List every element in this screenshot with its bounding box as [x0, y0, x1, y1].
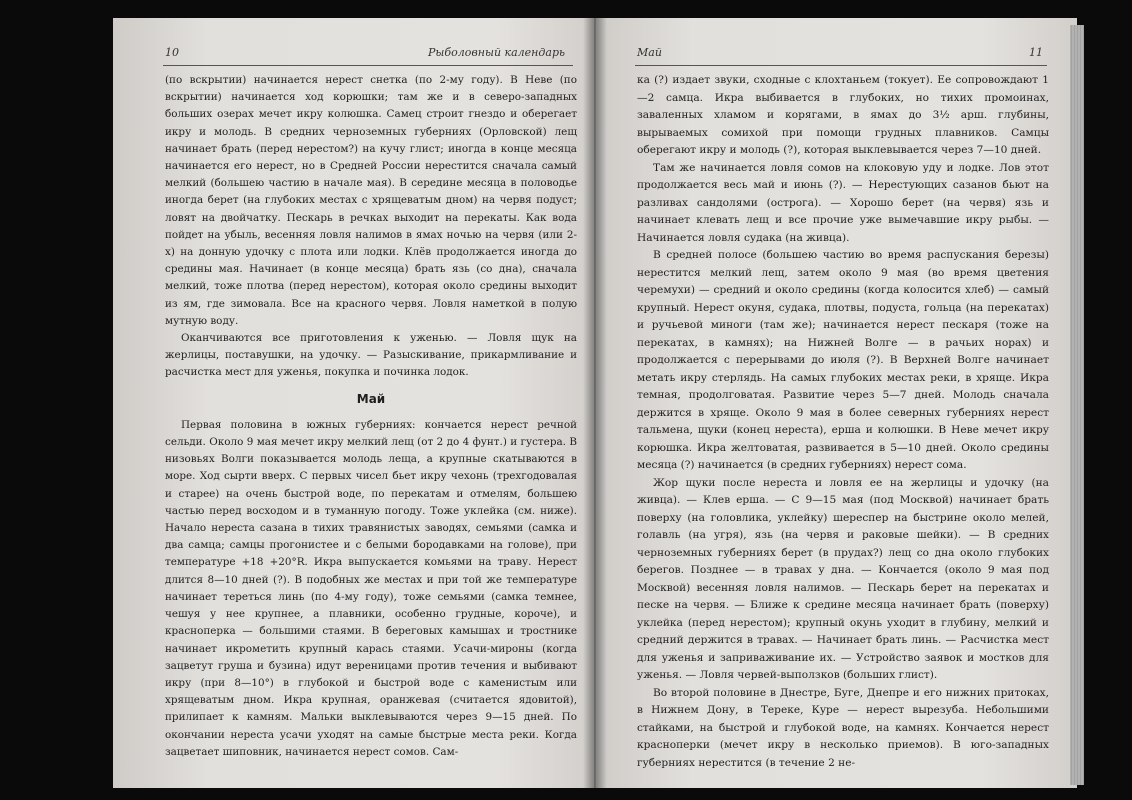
left-paragraph-1: (по вскрытии) начинается нерест снетка (по 2-му году). В Неве (по вскрытии) начинается ход корюшки; там же и в северо-западных больших озерах мечет икру колюшка. Самец строит гнездо и оберегает икру и молодь. В средних черноземных губерниях (Орловской) лещ начинает брать (перед нерестом?) на кучу глист; иногда в конце месяца начинается его нерест, но в Средней России нерестится сначала самый мелкий (большею частию в начале мая). В середине месяца в половодье иногда берет (на глубоких местах с хрящеватым дном) на червя подуст; ловят на двойчатку. Пескарь в речках выходит на перекаты. Как вода пойдет на убыль, весенняя ловля налимов в ямах ночью на червя (или 2-х) на донную удочку с плота или лодки. Клёв продолжается иногда до средины мая. Начинает (в конце месяца) брать язь (со дна), сначала мелкий, тоже плотва (перед нерестом), которая около средины выходит из ям, где зимовала. Все на красного червя. Ловля наметкой в полую мутную воду.: [165, 74, 577, 327]
book-gutter: [583, 18, 607, 788]
section-title-may: Май: [356, 391, 386, 406]
right-body-text: [637, 72, 1049, 772]
right-page-number: 11: [1029, 46, 1043, 59]
left-paragraph-3: Первая половина в южных губерниях: кончается нерест речной сельди. Около 9 мая мечет икру мелкий лещ (от 2 до 4 фунт.) и густера. В низовьях Волги показывается молодь леща, а крупные скатываются в море. Ход сырти вверх. С первых чисел бьет икру чехонь (трехгодовалая и старее) на очень быстрой воде, по перекатам и отмелям, большею частью перед восходом и в туманную погоду. Тоже уклейка (см. ниже). Начало нереста сазана в тихих травянистых заводях, семьями (самка и два самца; самцы прогонистее и с белыми бородавками на голове), при температуре +18 +20°R. Икра выпускается комьями на траву. Нерест длится 8—10 дней (?). В подобных же местах и при той же температуре начинает тереться линь (по 4-му году), тоже семьями (самка темнее, чешуя у нее крупнее, а плавники, особенно грудные, короче), и красноперка — большими стаями. В береговых камышах и тростнике начинает икрометить крупный карась стаями. Усачи-мироны (когда зацветут груша и бузина) идут вереницами против течения и выбивают икру (при 8—10°) в глубокой и быстрой воде с каменистым или хрящеватым дном. Икра крупная, оранжевая (считается ядовитой), прилипает к камням. Мальки выклевываются через 9—15 дней. По окончании нереста усачи уходят на самые быстрые места реки. Когда зацветает шиповник, начинается нерест сомов. Сам-: [165, 418, 577, 758]
right-paragraph-2: Там же начинается ловля сомов на клоковую уду и лодке. Лов этот продолжается весь май и июнь (?). — Нерестующих сазанов бьют на разливах сандолями (острога). — Хорошо берет (на червя) язь и начинает клевать лещ и все прочие уже вымечавшие икру рыбы. — Начинается ловля судака (на живца).: [637, 161, 1049, 244]
right-paragraph-4: Жор щуки после нереста и ловля ее на жерлицы и удочку (на живца). — Клев ерша. — С 9—15 мая (под Москвой) начинает брать поверху (на головлика, уклейку) шереспер на быстрине около мелей, голавль (на угря), язь (на червя и раковые шейки). — В средних черноземных губерниях берет (в прудах?) лещ со дна около глубоких берегов. Позднее — в травах у дна. — Кончается (около 9 мая под Москвой) весенняя ловля налимов. — Пескарь берет на перекатах и песке на червя. — Ближе к средине месяца начинает брать (поверху) уклейка (перед нерестом); крупный окунь уходит в глубину, мелкий и средний держится в травах. — Начинает брать линь. — Расчистка мест для уженья и заприваживание их. — Устройство заявок и мостков для уженья. — Ловля червей-выползков (больших глист).: [637, 476, 1049, 681]
left-paragraph-2: Оканчиваются все приготовления к уженью. — Ловля щук на жерлицы, поставушки, на удочку. — Разыскивание, прикармливание и расчистка мест для уженья, покупка и починка лодок.: [165, 332, 577, 379]
left-running-title: Рыболовный календарь: [428, 46, 565, 59]
left-body-text: [165, 72, 577, 761]
book-spread: [113, 18, 1077, 788]
right-running-title: Май: [637, 46, 662, 59]
page-edges: [1070, 25, 1084, 785]
right-paragraph-3: В средней полосе (большею частию во время распускания березы) нерестится мелкий лещ, затем около 9 мая (во время цветения черемухи) — средний и около средины (когда колосится хлеб) — самый крупный. Нерест окуня, судака, плотвы, подуста, гольца (на перекатах) и ручьевой миноги (там же); начинается нерест пескаря (тоже на перекатах, в камнях); на Нижней Волге — в рачьих норах) и продолжается с перерывами до июля (?). В Верхней Волге начинает метать икру стерлядь. На самых глубоких местах реки, в хряще. Икра темная, продолговатая. Развитие через 5—7 дней. Молодь сначала держится в хряще. Около 9 мая в более северных губерниях нерест тальмена, щуки (конец нереста), ерша и колюшки. В Неве мечет икру корюшка. Икра желтоватая, развивается в 5—10 дней. Около средины месяца (?) начинается (в средних губерниях) нерест сома.: [637, 249, 1049, 471]
right-page: [597, 18, 1077, 788]
left-header-rule: [163, 65, 573, 66]
right-paragraph-5: Во второй половине в Днестре, Буге, Днепре и его нижних притоках, в Нижнем Дону, в Тереке, Куре — нерест вырезуба. Небольшими стайками, на быстрой и глубокой воде, на камнях. Кончается нерест красноперки (мечет икру в несколько приемов). В юго-западных губерниях нерестится (в течение 2 не-: [637, 686, 1049, 769]
left-page: [113, 18, 593, 788]
left-page-number: 10: [165, 46, 179, 59]
right-paragraph-1: ка (?) издает звуки, сходные с клохтаньем (токует). Ее сопровождают 1—2 самца. Икра выбивается в глубоких, но тихих промоинах, заваленных хламом и корягами, в ямах до 3½ арш. глубины, вырываемых сомихой при помощи грудных плавников. Самцы оберегают икру и молодь (?), которая выклевывается через 7—10 дней.: [637, 74, 1049, 156]
right-header-rule: [635, 65, 1047, 66]
